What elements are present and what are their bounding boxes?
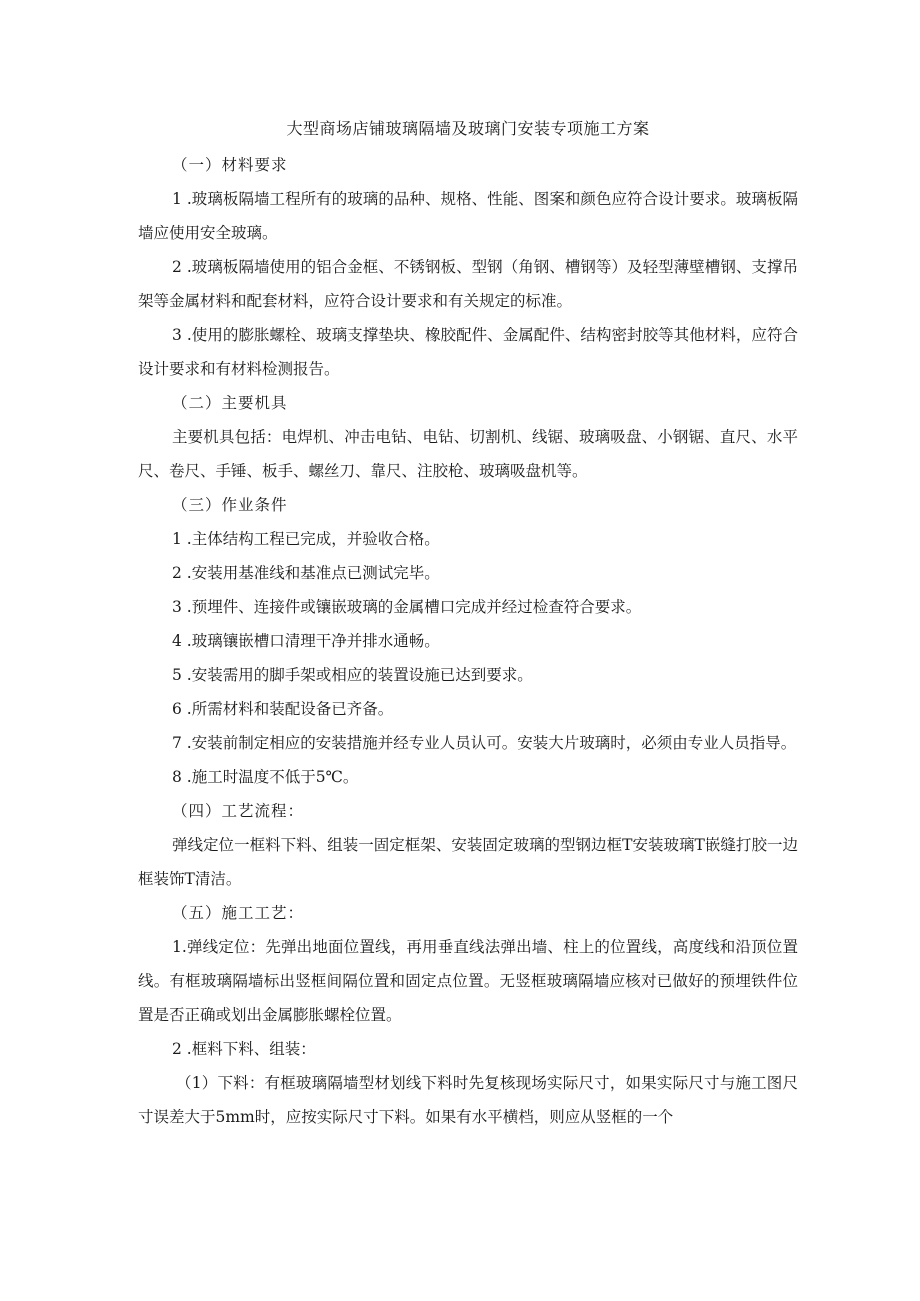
materials-item-3: 3 .使用的膨胀螺栓、玻璃支撑垫块、橡胶配件、金属配件、结构密封胶等其他材料，应符合设计要求和有材料检测报告。 (138, 326, 798, 378)
conditions-item-8: 8 .施工时温度不低于5℃。 (172, 768, 359, 786)
section-heading-craft: （五）施工工艺： (172, 904, 305, 922)
materials-item-2: 2 .玻璃板隔墙使用的铝合金框、不锈钢板、型钢（角钢、槽钢等）及轻型薄壁槽钢、支撑吊架等金属材料和配套材料，应符合设计要求和有关规定的标准。 (138, 258, 798, 310)
conditions-item-6: 6 .所需材料和装配设备已齐备。 (172, 700, 394, 718)
tools-text: 主要机具包括：电焊机、冲击电钻、电钻、切割机、线锯、玻璃吸盘、小钢锯、直尺、水平尺、卷尺、手锤、板手、螺丝刀、靠尺、注胶枪、玻璃吸盘机等。 (138, 428, 798, 480)
document-title: 大型商场店铺玻璃隔墙及玻璃门安装专项施工方案 (286, 119, 650, 138)
document-body (138, 112, 798, 1134)
materials-item-1: 1 .玻璃板隔墙工程所有的玻璃的品种、规格、性能、图案和颜色应符合设计要求。玻璃板隔墙应使用安全玻璃。 (138, 190, 798, 242)
craft-item-2: 2 .框料下料、组装： (172, 1040, 316, 1058)
process-text: 弹线定位一框料下料、组装一固定框架、安装固定玻璃的型钢边框T安装玻璃T嵌缝打胶一边框装饰T清洁。 (138, 836, 798, 888)
section-heading-materials: （一）材料要求 (172, 156, 288, 174)
conditions-item-1: 1 .主体结构工程已完成，并验收合格。 (172, 530, 440, 548)
conditions-item-7: 7 .安装前制定相应的安装措施并经专业人员认可。安装大片玻璃时，必须由专业人员指导。 (172, 734, 797, 752)
conditions-item-2: 2 .安装用基准线和基准点已测试完毕。 (172, 564, 440, 582)
craft-item-2-1: （1）下料：有框玻璃隔墙型材划线下料时先复核现场实际尺寸，如果实际尺寸与施工图尺寸误差大于5mm时，应按实际尺寸下料。如果有水平横档，则应从竖框的一个 (138, 1074, 798, 1126)
section-heading-conditions: （三）作业条件 (172, 496, 288, 514)
conditions-item-4: 4 .玻璃镶嵌槽口清理干净并排水通畅。 (172, 632, 440, 650)
section-heading-process: （四）工艺流程： (172, 802, 305, 820)
craft-item-1: 1.弹线定位：先弹出地面位置线，再用垂直线法弹出墙、柱上的位置线，高度线和沿顶位置线。有框玻璃隔墙标出竖框间隔位置和固定点位置。无竖框玻璃隔墙应核对已做好的预埋铁件位置是否正确或划出金属膨胀螺栓位置。 (138, 938, 798, 1024)
conditions-item-3: 3 .预埋件、连接件或镶嵌玻璃的金属槽口完成并经过检查符合要求。 (172, 598, 642, 616)
section-heading-tools: （二）主要机具 (172, 394, 288, 412)
conditions-item-5: 5 .安装需用的脚手架或相应的装置设施已达到要求。 (172, 666, 533, 684)
